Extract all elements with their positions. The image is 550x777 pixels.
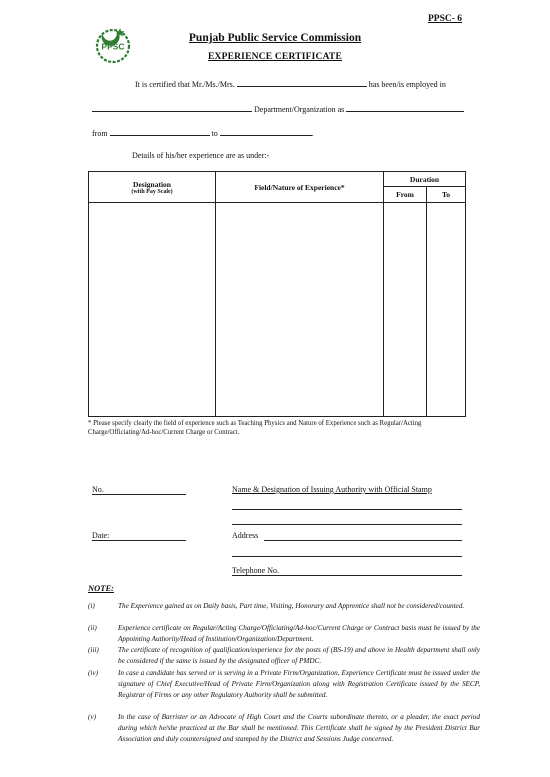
note-number: (iii) [88,646,99,654]
date-label: Date: [92,531,110,540]
cert-line-1 [135,78,446,89]
cert-line-1-prefix: It is certified that Mr./Ms./Mrs. [135,80,235,89]
authority-line-2[interactable] [232,524,462,525]
to-cell[interactable] [427,203,466,417]
note-number: (i) [88,602,95,610]
note-text: The Experience gained as on Daily basis, Part time, Visiting, Honorary and Apprentice shall not be considered/counted. [118,602,465,610]
authority-line-1[interactable] [232,509,462,510]
to-date-blank[interactable] [220,127,312,136]
telephone-line[interactable] [232,575,462,576]
address-line-2[interactable] [232,556,462,557]
no-line[interactable] [92,494,186,495]
cert-line-1-suffix: has been/is employed in [368,80,446,89]
experience-table [88,171,466,417]
note-number: (v) [88,713,96,721]
duration-header: Duration [384,172,466,187]
logo-text: PPSC [101,41,125,52]
note-item [88,645,480,667]
no-label: No. [92,485,104,494]
table-footnote: * Please specify clearly the field of experience such as Teaching Physics and Nature of Experience such as Regular/Acting Charge/Officiating/Ad-hoc/Current Charge or Contract. [88,420,422,436]
designation-sub-label: (with Pay Scale) [131,188,173,195]
note-text: In case a candidate has served or is serving in a Private Firm/Organization, Experience Certificate must be issued under the signature of Chief Executive/Head of Private Firm/Organization along with Registration Certificate issued by the SECP, Registrar of Firms or any other Regulatory Authority shall be submitted. [118,669,480,699]
cert-line-2 [92,103,464,114]
field-cell[interactable] [216,203,384,417]
note-item [88,712,480,745]
cert-line-3: from to . [92,129,314,138]
note-text: The certificate of recognition of qualification/experience for the posts of (BS-19) and above in Health department shall only be considered if the same is issued by the designated officer of PMDC. [118,646,480,665]
form-code: PPSC- 6 [428,14,463,24]
note-item [88,601,480,612]
note-text: In the case of Barrister or an Advocate of High Court and the Courts subordinate thereto, or a pleader, the exact period during which he/she practiced at the Bar shall be mentioned. This Certificate shall be signed by the President District Bar Association and duly countersigned and stamped by the District and Sessions Judge concerned. [118,713,480,743]
to-label: to [211,129,218,138]
from-date-blank[interactable] [110,127,210,136]
date-line[interactable] [92,540,186,541]
position-blank[interactable] [346,103,464,112]
department-blank[interactable] [92,103,252,112]
from-label: from [92,129,108,138]
to-header: To [427,187,466,203]
organization-name: Punjab Public Service Commission [188,32,362,44]
note-number: (ii) [88,624,97,632]
note-item [88,668,480,701]
telephone-label: Telephone No. [232,566,279,575]
table-row [89,203,466,417]
from-header: From [384,187,427,203]
note-text: Experience certificate on Regular/Acting Charge/Officiating/Ad-hoc/Current Charge or Contract basis must be issued by the Appointing Authority/Head of Institution/Organization/Department. [118,624,480,643]
details-intro: Details of his/her experience are as under:- [132,151,270,160]
address-label: Address [232,531,259,540]
designation-label: Designation [133,179,171,189]
note-item [88,623,480,645]
designation-cell[interactable] [89,203,216,417]
from-cell[interactable] [384,203,427,417]
document-title: EXPERIENCE CERTIFICATE [207,52,342,62]
address-line-1[interactable] [264,540,462,541]
designation-header [89,172,216,203]
issuing-authority-label: Name & Designation of Issuing Authority with Official Stamp [232,485,432,494]
field-header: Field/Nature of Experience* [216,172,384,203]
note-number: (iv) [88,669,98,677]
name-blank[interactable] [237,78,367,87]
cert-line-2-middle: Department/Organization as [254,105,345,114]
notes-heading: NOTE: [88,583,114,593]
